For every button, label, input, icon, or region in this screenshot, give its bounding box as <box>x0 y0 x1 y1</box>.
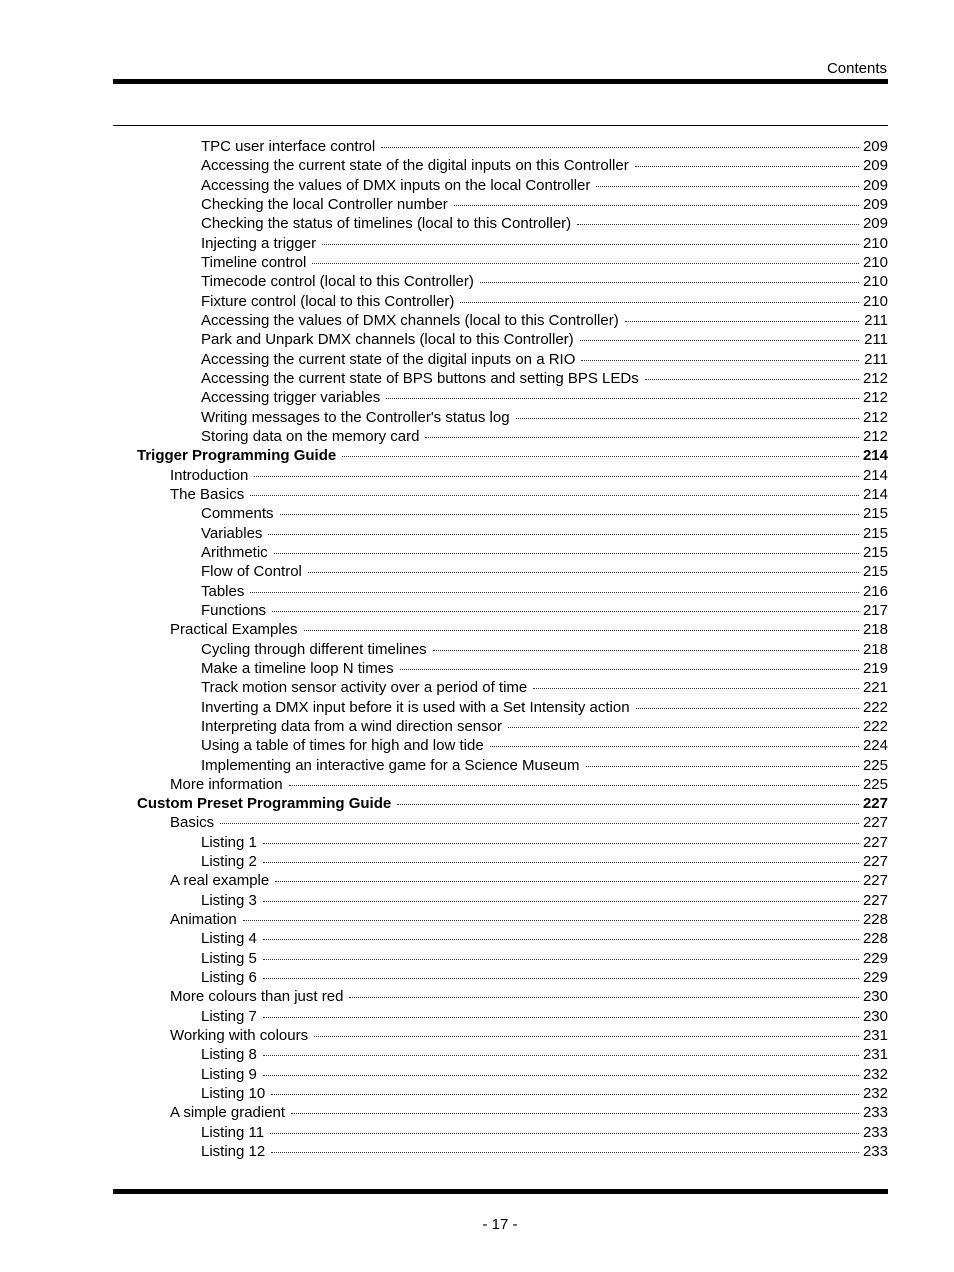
footer-rule <box>113 1189 888 1194</box>
toc-entry-title: Using a table of times for high and low tide <box>201 737 484 755</box>
toc-entry-page: 222 <box>862 717 888 735</box>
toc-entry-title: Basics <box>170 814 215 832</box>
toc-dot-leader <box>308 571 859 573</box>
toc-dot-leader <box>263 958 859 960</box>
toc-dot-leader <box>625 320 859 322</box>
toc-entry[interactable] <box>113 1065 888 1084</box>
toc-entry-title: More colours than just red <box>170 988 344 1006</box>
toc-entry-page: 230 <box>862 988 888 1006</box>
toc-entry[interactable] <box>113 775 888 794</box>
toc-entry[interactable] <box>113 1103 888 1122</box>
toc-entry-page: 215 <box>862 524 888 542</box>
toc-entry[interactable] <box>113 350 888 369</box>
toc-entry-title: Arithmetic <box>201 543 268 561</box>
toc-entry-title: Comments <box>201 505 274 523</box>
toc-entry[interactable] <box>113 388 888 407</box>
toc-entry-title: Interpreting data from a wind direction sensor <box>201 717 502 735</box>
toc-entry-page: 212 <box>862 427 888 445</box>
toc-entry-title: Listing 6 <box>201 969 257 987</box>
toc-dot-leader <box>386 397 859 399</box>
toc-dot-leader <box>645 378 859 380</box>
toc-entry-title: Writing messages to the Controller's status log <box>201 408 510 426</box>
toc-entry-page: 212 <box>862 408 888 426</box>
toc-entry-page: 218 <box>862 640 888 658</box>
toc-entry[interactable] <box>113 1142 888 1161</box>
toc-entry-title: Flow of Control <box>201 563 302 581</box>
toc-entry-page: 210 <box>862 253 888 271</box>
toc-entry-title: Accessing the current state of the digital inputs on this Controller <box>201 157 629 175</box>
toc-dot-leader <box>425 436 859 438</box>
toc-entry[interactable] <box>113 446 888 465</box>
toc-entry-page: 211 <box>864 350 888 368</box>
toc-entry[interactable] <box>113 234 888 253</box>
toc-dot-leader <box>243 919 859 921</box>
toc-entry-title: Listing 5 <box>201 949 257 967</box>
toc-entry-page: 209 <box>862 215 888 233</box>
toc-entry-title: Timeline control <box>201 253 307 271</box>
toc-dot-leader <box>312 262 859 264</box>
toc-entry-title: Storing data on the memory card <box>201 427 420 445</box>
toc-dot-leader <box>480 281 859 283</box>
toc-entry-page: 227 <box>862 872 888 890</box>
toc-dot-leader <box>460 301 859 303</box>
table-of-contents <box>113 137 888 1161</box>
toc-entry[interactable] <box>113 968 888 987</box>
toc-dot-leader <box>263 1054 859 1056</box>
toc-entry[interactable] <box>113 524 888 543</box>
toc-entry[interactable] <box>113 640 888 659</box>
toc-dot-leader <box>263 861 859 863</box>
toc-entry-title: Animation <box>170 911 237 929</box>
toc-entry-page: 212 <box>862 369 888 387</box>
toc-entry-page: 222 <box>862 698 888 716</box>
toc-entry-page: 212 <box>862 389 888 407</box>
toc-dot-leader <box>272 610 859 612</box>
toc-entry-page: 227 <box>862 853 888 871</box>
toc-entry[interactable] <box>113 156 888 175</box>
toc-dot-leader <box>263 900 859 902</box>
toc-entry[interactable] <box>113 427 888 446</box>
toc-entry-title: Fixture control (local to this Controller) <box>201 292 455 310</box>
toc-dot-leader <box>280 513 859 515</box>
toc-entry-title: Listing 9 <box>201 1065 257 1083</box>
toc-entry-page: 216 <box>862 582 888 600</box>
toc-entry[interactable] <box>113 1026 888 1045</box>
toc-entry[interactable] <box>113 292 888 311</box>
toc-entry[interactable] <box>113 214 888 233</box>
toc-entry[interactable] <box>113 195 888 214</box>
toc-entry-page: 214 <box>862 485 888 503</box>
toc-dot-leader <box>596 185 859 187</box>
toc-entry-page: 233 <box>862 1143 888 1161</box>
toc-entry-title: Inverting a DMX input before it is used with a Set Intensity action <box>201 698 630 716</box>
toc-dot-leader <box>254 475 859 477</box>
toc-entry[interactable] <box>113 794 888 813</box>
toc-dot-leader <box>291 1112 859 1114</box>
toc-entry[interactable] <box>113 137 888 156</box>
toc-entry-title: Practical Examples <box>170 621 298 639</box>
toc-entry-title: Park and Unpark DMX channels (local to this Controller) <box>201 331 574 349</box>
toc-entry-page: 209 <box>862 138 888 155</box>
toc-dot-leader <box>636 707 859 709</box>
toc-entry-page: 227 <box>862 814 888 832</box>
toc-entry-title: The Basics <box>170 485 245 503</box>
toc-entry-page: 231 <box>862 1027 888 1045</box>
toc-entry[interactable] <box>113 311 888 330</box>
toc-entry-title: Listing 1 <box>201 833 257 851</box>
toc-entry[interactable] <box>113 659 888 678</box>
header-divider <box>113 125 888 126</box>
toc-dot-leader <box>274 552 859 554</box>
toc-entry-page: 209 <box>862 157 888 175</box>
toc-dot-leader <box>635 165 859 167</box>
toc-dot-leader <box>250 494 859 496</box>
toc-entry[interactable] <box>113 949 888 968</box>
toc-entry-page: 219 <box>862 659 888 677</box>
toc-entry-page: 232 <box>862 1065 888 1083</box>
toc-entry-page: 231 <box>862 1046 888 1064</box>
toc-entry-page: 211 <box>864 331 888 349</box>
toc-entry[interactable] <box>113 620 888 639</box>
toc-dot-leader <box>263 977 859 979</box>
toc-entry-title: Cycling through different timelines <box>201 640 427 658</box>
toc-entry-title: Listing 8 <box>201 1046 257 1064</box>
toc-entry-title: Timecode control (local to this Controller) <box>201 273 474 291</box>
toc-dot-leader <box>516 417 859 419</box>
toc-entry-title: Listing 10 <box>201 1085 266 1103</box>
toc-entry-page: 210 <box>862 273 888 291</box>
toc-dot-leader <box>314 1035 859 1037</box>
toc-dot-leader <box>271 1151 859 1153</box>
toc-entry[interactable] <box>113 1123 888 1142</box>
toc-entry-title: Tables <box>201 582 245 600</box>
toc-entry[interactable] <box>113 330 888 349</box>
toc-entry-page: 228 <box>862 930 888 948</box>
toc-entry-page: 224 <box>862 737 888 755</box>
toc-entry-title: A simple gradient <box>170 1104 286 1122</box>
toc-entry[interactable] <box>113 253 888 272</box>
toc-entry[interactable] <box>113 408 888 427</box>
toc-entry-page: 221 <box>862 679 888 697</box>
toc-dot-leader <box>263 938 859 940</box>
toc-dot-leader <box>263 1074 859 1076</box>
toc-dot-leader <box>381 146 859 148</box>
toc-dot-leader <box>250 591 859 593</box>
toc-entry-page: 217 <box>862 601 888 619</box>
toc-entry-page: 227 <box>862 833 888 851</box>
toc-entry-page: 215 <box>862 543 888 561</box>
toc-entry[interactable] <box>113 871 888 890</box>
toc-entry-title: Listing 11 <box>201 1123 265 1141</box>
toc-dot-leader <box>508 726 859 728</box>
toc-entry-page: 228 <box>862 911 888 929</box>
toc-entry-page: 230 <box>862 1007 888 1025</box>
header-rule <box>113 79 888 84</box>
toc-dot-leader <box>275 880 859 882</box>
toc-entry[interactable] <box>113 736 888 755</box>
toc-entry[interactable] <box>113 504 888 523</box>
toc-entry[interactable] <box>113 678 888 697</box>
toc-entry-title: Checking the local Controller number <box>201 195 448 213</box>
toc-dot-leader <box>586 765 859 767</box>
toc-entry-title: Checking the status of timelines (local to this Controller) <box>201 215 572 233</box>
toc-entry[interactable] <box>113 369 888 388</box>
toc-entry-page: 209 <box>862 176 888 194</box>
toc-entry[interactable] <box>113 543 888 562</box>
toc-entry[interactable] <box>113 852 888 871</box>
toc-dot-leader <box>433 649 859 651</box>
toc-entry[interactable] <box>113 756 888 775</box>
toc-entry-title: Listing 2 <box>201 853 257 871</box>
toc-entry[interactable] <box>113 601 888 620</box>
toc-entry[interactable] <box>113 1045 888 1064</box>
toc-entry-title: Make a timeline loop N times <box>201 659 394 677</box>
toc-dot-leader <box>268 533 859 535</box>
toc-entry-page: 209 <box>862 195 888 213</box>
toc-entry-page: 233 <box>862 1104 888 1122</box>
toc-entry[interactable] <box>113 272 888 291</box>
toc-entry[interactable] <box>113 1084 888 1103</box>
toc-dot-leader <box>289 784 859 786</box>
toc-dot-leader <box>580 339 859 341</box>
toc-dot-leader <box>577 223 859 225</box>
toc-entry-title: Working with colours <box>170 1027 309 1045</box>
toc-dot-leader <box>263 842 859 844</box>
toc-entry[interactable] <box>113 1007 888 1026</box>
toc-entry-page: 210 <box>862 234 888 252</box>
toc-entry-title: Implementing an interactive game for a Science Museum <box>201 756 580 774</box>
toc-entry[interactable] <box>113 891 888 910</box>
toc-entry-title: Accessing the current state of the digital inputs on a RIO <box>201 350 576 368</box>
toc-dot-leader <box>349 996 859 998</box>
toc-entry-title: Accessing the values of DMX inputs on the local Controller <box>201 176 591 194</box>
toc-dot-leader <box>220 822 859 824</box>
toc-entry-title: Functions <box>201 601 267 619</box>
toc-entry[interactable] <box>113 929 888 948</box>
toc-entry-page: 215 <box>862 505 888 523</box>
toc-entry-page: 210 <box>862 292 888 310</box>
toc-entry-title: Listing 3 <box>201 891 257 909</box>
toc-entry[interactable] <box>113 466 888 485</box>
toc-entry-page: 233 <box>862 1123 888 1141</box>
toc-entry-title: Track motion sensor activity over a period of time <box>201 679 528 697</box>
toc-dot-leader <box>304 629 859 631</box>
toc-entry[interactable] <box>113 698 888 717</box>
toc-dot-leader <box>490 745 859 747</box>
running-header: Contents <box>826 60 887 77</box>
toc-entry[interactable] <box>113 717 888 736</box>
toc-entry-page: 227 <box>862 891 888 909</box>
toc-entry-title: Introduction <box>170 466 249 484</box>
toc-entry-title: Accessing the values of DMX channels (local to this Controller) <box>201 311 619 329</box>
toc-entry-title: Accessing the current state of BPS buttons and setting BPS LEDs <box>201 369 639 387</box>
toc-entry[interactable] <box>113 562 888 581</box>
toc-entry-page: 227 <box>862 795 888 813</box>
toc-entry-title: Trigger Programming Guide <box>137 447 337 465</box>
toc-dot-leader <box>400 668 859 670</box>
toc-entry[interactable] <box>113 813 888 832</box>
toc-entry-title: Listing 7 <box>201 1007 257 1025</box>
toc-entry-page: 215 <box>862 563 888 581</box>
toc-dot-leader <box>342 455 859 457</box>
toc-entry-page: 229 <box>862 949 888 967</box>
toc-entry-title: A real example <box>170 872 270 890</box>
toc-entry[interactable] <box>113 987 888 1006</box>
toc-dot-leader <box>263 1016 859 1018</box>
toc-entry-title: Accessing trigger variables <box>201 389 381 407</box>
toc-dot-leader <box>533 687 859 689</box>
toc-entry[interactable] <box>113 176 888 195</box>
toc-entry-title: Listing 4 <box>201 930 257 948</box>
toc-entry-title: Variables <box>201 524 263 542</box>
toc-entry[interactable] <box>113 485 888 504</box>
toc-entry-title: Listing 12 <box>201 1143 266 1161</box>
toc-entry-page: 232 <box>862 1085 888 1103</box>
toc-entry-page: 214 <box>862 466 888 484</box>
toc-entry-title: Custom Preset Programming Guide <box>137 795 392 813</box>
toc-dot-leader <box>454 204 859 206</box>
toc-entry-title: TPC user interface control <box>201 138 376 155</box>
toc-dot-leader <box>397 803 859 805</box>
toc-entry-page: 218 <box>862 621 888 639</box>
toc-dot-leader <box>271 1093 859 1095</box>
toc-dot-leader <box>322 243 859 245</box>
toc-entry-page: 211 <box>864 311 888 329</box>
toc-entry-title: Injecting a trigger <box>201 234 317 252</box>
toc-entry[interactable] <box>113 582 888 601</box>
toc-entry[interactable] <box>113 910 888 929</box>
page-number: - 17 - <box>482 1216 518 1233</box>
toc-entry-page: 229 <box>862 969 888 987</box>
toc-entry[interactable] <box>113 833 888 852</box>
toc-entry-page: 225 <box>862 756 888 774</box>
toc-dot-leader <box>270 1132 859 1134</box>
toc-entry-title: More information <box>170 775 283 793</box>
toc-entry-page: 225 <box>862 775 888 793</box>
toc-dot-leader <box>581 359 859 361</box>
toc-entry-page: 214 <box>862 447 888 465</box>
